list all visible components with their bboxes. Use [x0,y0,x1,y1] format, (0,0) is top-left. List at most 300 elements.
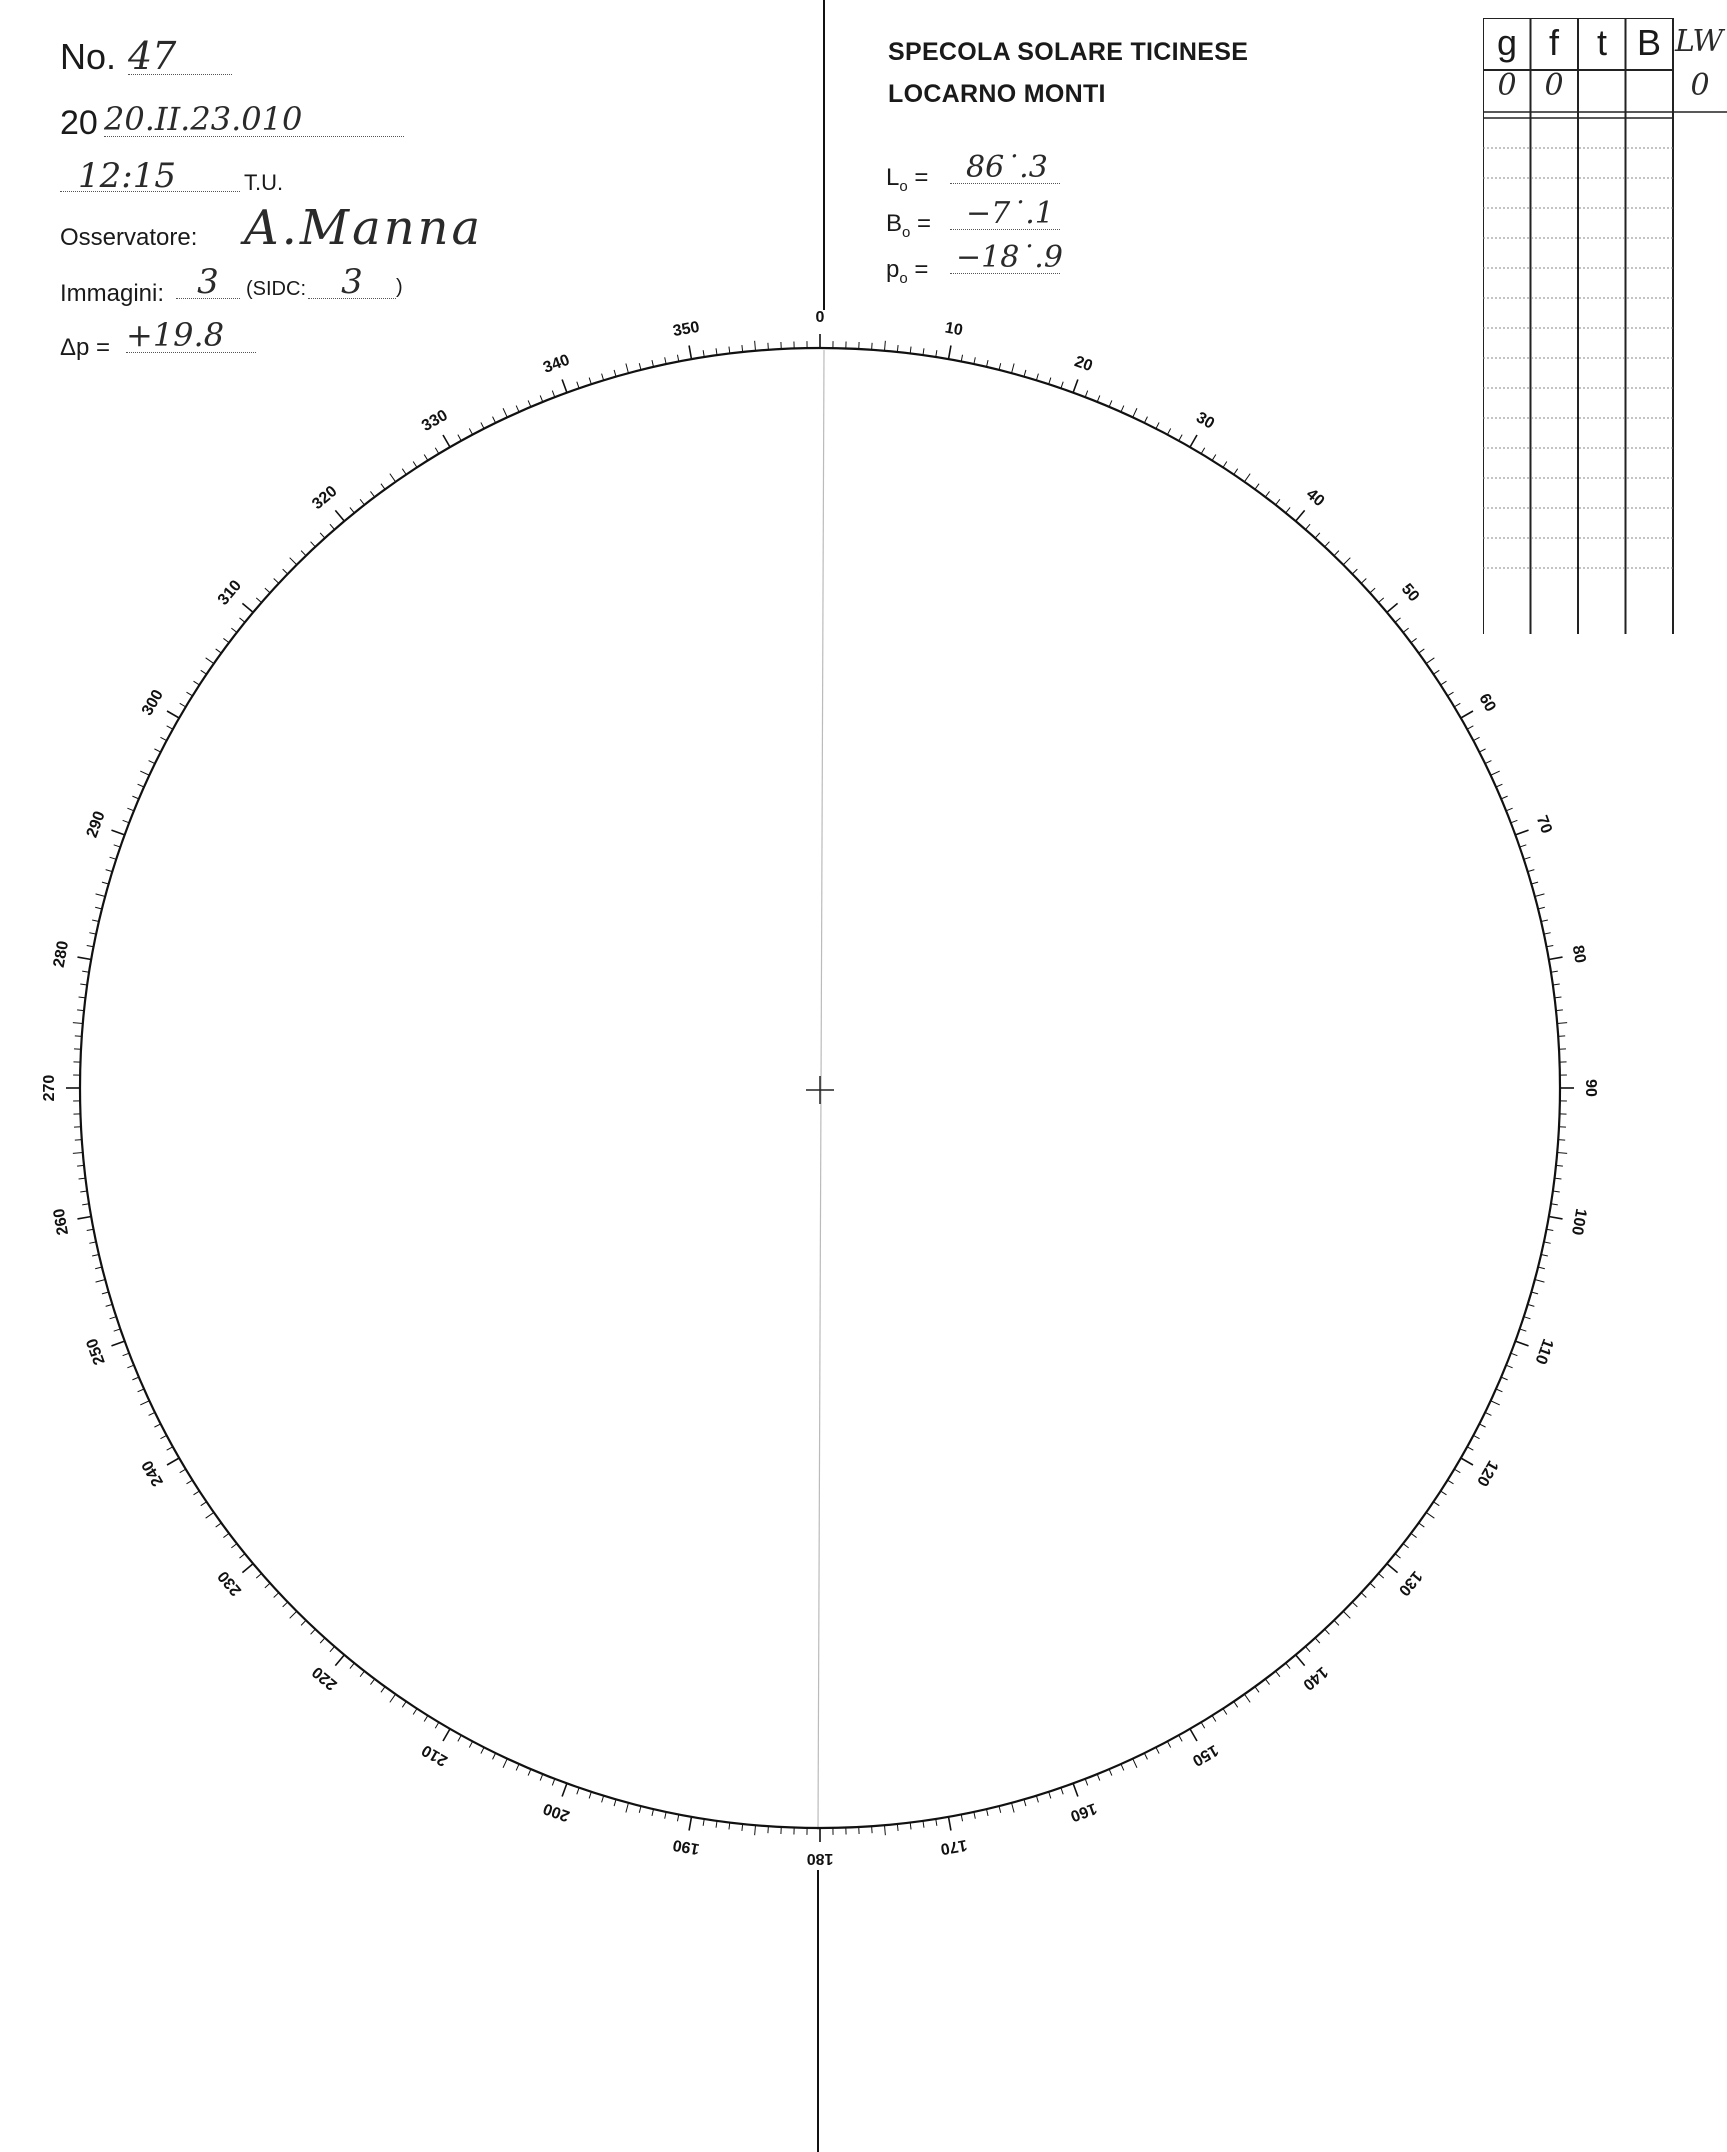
dial-tick [589,378,591,385]
dial-tick [154,1424,160,1427]
dial-tick [1554,1178,1561,1179]
dial-tick [132,796,138,799]
dial-tick [884,1825,885,1835]
dial-tick [1315,1638,1320,1643]
dial-tick [974,1812,975,1819]
dial-tick [626,364,629,374]
dial-tick [77,1216,91,1218]
institution-line-2: LOCARNO MONTI [888,80,1106,108]
dial-tick [1378,598,1383,603]
dial-tick [1515,830,1528,835]
dial-tick [1419,1523,1425,1527]
dial-tick [1403,628,1409,632]
dial-tick [111,830,124,835]
dial-tick [311,542,316,547]
dial-tick [1467,726,1473,729]
dial-tick [335,510,344,521]
B0-letter: B [886,210,903,237]
dial-tick [1551,971,1558,972]
dial-tick [335,1655,344,1666]
dial-tick [1491,1401,1500,1405]
dial-tick [320,533,325,538]
dial-tick [127,1365,133,1368]
dial-tick [552,391,555,398]
dial-label-200: 200 [541,1799,573,1825]
dial-tick [1491,771,1500,775]
dial-label-40: 40 [1302,485,1328,511]
dial-tick [1520,845,1527,847]
dial-label-230: 230 [214,1567,246,1599]
dial-tick [1305,1646,1310,1651]
dial-tick [1097,395,1100,401]
dial-tick [201,670,207,674]
dial-tick [665,1812,666,1819]
dial-label-50: 50 [1397,580,1423,606]
dial-tick [1296,1655,1305,1666]
dial-tick [1538,907,1545,909]
dial-label-270: 270 [41,1074,59,1102]
p0-letter: p [886,256,900,283]
dial-tick [1426,1512,1434,1518]
dial-tick [1433,1502,1439,1506]
dial-tick [458,435,461,441]
dial-tick [1024,1799,1026,1806]
dial-tick [1501,1377,1507,1380]
dial-tick [1012,364,1015,374]
dial-tick [1012,1803,1015,1813]
table-value-g[interactable]: 0 [1497,68,1517,103]
dial-tick [80,1191,87,1192]
dial-tick [1528,870,1535,872]
dial-tick [1387,603,1398,612]
dial-tick [1549,1216,1563,1218]
dial-tick [1549,957,1563,959]
dial-tick [201,1502,207,1506]
dial-tick [503,408,507,417]
dial-tick [160,1435,166,1438]
dial-tick [1167,428,1170,434]
dial-tick [424,455,428,461]
dial-tick [910,1822,911,1829]
dial-label-320: 320 [309,482,341,514]
dial-tick [413,1709,417,1715]
images-label: Immagini: [60,280,165,307]
dial-tick [1553,984,1560,985]
dial-tick [160,737,166,740]
dial-tick [127,808,133,811]
dial-tick [481,422,484,428]
dial-tick [689,345,691,359]
dial-tick [974,357,975,364]
dial-tick [390,1694,396,1702]
dial-tick [961,355,962,362]
dial-tick [1036,374,1038,381]
observer-value[interactable]: A.Manna [244,200,484,256]
dial-label-100: 100 [1567,1207,1590,1237]
dial-tick [1234,1701,1238,1707]
dial-tick [1395,618,1400,622]
dial-tick [716,348,717,355]
dial-tick [1473,1435,1479,1438]
dial-tick [1167,1741,1170,1747]
dial-tick [167,711,179,718]
dial-label-60: 60 [1475,690,1499,715]
time-value[interactable]: 12:15 [60,156,240,192]
dial-tick [132,1377,138,1380]
dial-tick [652,1809,654,1816]
dial-tick [89,1242,96,1243]
dial-tick [1361,1593,1366,1598]
dial-label-70: 70 [1532,813,1555,836]
dial-tick [274,1593,279,1598]
images-value[interactable]: 3 [176,262,240,299]
dial-tick [1296,510,1305,521]
dial-tick [167,726,173,729]
dial-tick [242,1564,253,1573]
dial-tick [528,400,531,406]
dial-tick [577,382,579,389]
dial-tick [614,370,616,377]
dial-tick [1265,491,1269,497]
dial-tick [194,1491,200,1495]
dial-tick [602,374,604,381]
dial-tick [265,1583,270,1588]
dial-tick [910,347,911,354]
dial-tick [290,1611,297,1618]
dial-tick [1485,761,1491,764]
delta-p-value[interactable]: +19.8 [126,316,256,353]
dial-tick [1133,408,1137,417]
dial-tick [1479,1424,1485,1427]
dial-tick [265,588,270,593]
dial-tick [1276,499,1280,505]
dial-tick [1352,569,1357,574]
dial-tick [1286,1663,1290,1668]
dial-tick [138,1389,144,1392]
dial-label-120: 120 [1473,1457,1502,1489]
dial-tick [1325,542,1330,547]
dial-tick [1109,1769,1112,1775]
dial-tick [1156,422,1159,428]
dial-tick [493,1753,496,1759]
dial-tick [87,1229,94,1230]
dial-tick [703,1819,704,1826]
dial-label-220: 220 [309,1662,341,1694]
dial-tick [1538,1267,1545,1269]
dial-tick [1244,1694,1250,1702]
dial-label-90: 90 [1581,1079,1599,1097]
dial-tick [936,1819,937,1826]
dial-tick [311,1629,316,1634]
dial-label-250: 250 [83,1335,109,1367]
dial-tick [1179,1735,1182,1741]
table-header-t: t [1596,22,1607,63]
dial-tick [552,1779,555,1786]
dial-tick [742,1824,743,1831]
dial-tick [516,1764,519,1770]
dial-tick [435,448,439,454]
dial-tick [1286,507,1290,512]
dial-tick [1511,1353,1518,1356]
dial-tick [381,1687,385,1693]
dial-tick [73,1152,83,1153]
dial-tick [283,1602,288,1607]
dial-tick [167,1447,173,1450]
dial-label-280: 280 [50,939,73,969]
dial-tick [1541,920,1548,922]
dial-tick [1049,1792,1051,1799]
dial-tick [1223,1709,1227,1715]
dial-tick [102,1292,109,1294]
dial-tick [89,933,96,934]
dial-tick [1535,894,1545,897]
dial-tick [1501,796,1507,799]
dial-tick [961,1814,962,1821]
dial-tick [381,484,385,490]
dial-tick [923,348,924,355]
dial-tick [301,551,306,556]
dial-tick [1212,455,1216,461]
dial-tick [1255,484,1259,490]
dial-tick [1473,737,1479,740]
dial-tick [123,820,130,823]
dial-tick [360,1671,364,1677]
dial-tick [1411,638,1417,642]
dial-label-20: 20 [1072,353,1095,376]
dial-tick [1544,933,1551,934]
table-header-B: B [1636,22,1661,63]
dial-label-110: 110 [1531,1336,1557,1367]
dial-tick [360,499,364,505]
dial-tick [79,997,86,998]
dial-tick [1190,435,1197,447]
dial-tick [1234,469,1238,475]
dial-tick [577,1788,579,1795]
dial-tick [1556,1165,1563,1166]
dial-tick [123,1353,130,1356]
dial-tick [1179,435,1182,441]
dial-tick [239,618,244,622]
dial-tick [443,1729,450,1741]
dial-tick [370,1679,374,1685]
dial-tick [1541,1254,1548,1256]
L0-sub: o [899,177,908,195]
dial-tick [948,345,950,359]
dial-tick [216,649,222,653]
dial-tick [652,360,654,367]
dial-tick [443,435,450,447]
dial-tick [1315,533,1320,538]
dial-tick [999,1806,1001,1813]
dial-label-180: 180 [806,1849,834,1867]
dial-tick [350,1663,354,1668]
dial-tick [154,749,160,752]
dial-tick [469,428,472,434]
dial-tick [180,1469,186,1473]
dial-tick [923,1821,924,1828]
dial-tick [665,357,666,364]
dial-tick [1244,474,1250,482]
dial-tick [1325,1629,1330,1634]
dial-tick [1049,378,1051,385]
dial-tick [256,598,261,603]
dial-tick [948,1817,950,1831]
dial-tick [614,1799,616,1806]
dial-tick [96,1280,106,1283]
dial-tick [1370,588,1375,593]
dial-tick [206,1512,214,1518]
dial-tick [92,1254,99,1256]
dial-tick [1133,1759,1137,1768]
dial-tick [1426,658,1434,664]
dial-tick [1121,406,1124,412]
dial-label-150: 150 [1189,1741,1221,1770]
dial-tick [1061,1788,1063,1795]
table-value-f[interactable]: 0 [1544,68,1564,103]
dial-tick [1511,820,1518,823]
dial-tick [114,1329,121,1331]
dial-tick [1255,1687,1259,1693]
dial-tick [140,771,149,775]
dial-tick [1334,1620,1339,1625]
dial-tick [1544,1242,1551,1243]
dial-tick [1343,1611,1350,1618]
dial-tick [1557,1152,1567,1153]
number-value[interactable]: 47 [128,34,232,75]
dial-tick [1411,1533,1417,1537]
dial-tick [481,1747,484,1753]
dial-tick [330,1646,335,1651]
dial-tick [242,603,253,612]
dial-tick [187,692,193,696]
dial-tick [1496,784,1502,787]
dial-tick [1551,1204,1558,1205]
dial-tick [1036,1796,1038,1803]
B0-sub: o [902,223,911,241]
dial-tick [689,1817,691,1831]
dial-tick [180,703,186,707]
dial-label-240: 240 [138,1457,167,1489]
dial-tick [755,1825,756,1835]
table-value-lw[interactable]: 0 [1690,68,1710,103]
dial-tick [330,524,335,529]
dial-label-260: 260 [50,1207,73,1237]
dial-label-290: 290 [83,809,109,841]
L0-value[interactable]: 86˙.3 [950,150,1060,184]
dial-tick [1528,1304,1535,1306]
dial-tick [138,784,144,787]
dial-tick [256,1573,261,1578]
dial-tick [239,1554,244,1558]
dial-tick [96,894,106,897]
dial-tick [95,1267,102,1269]
dial-tick [290,558,297,565]
number-label: No. [60,36,117,77]
dial-label-330: 330 [419,406,451,435]
dial-tick [677,1814,678,1821]
dial-tick [1378,1573,1383,1578]
dial-tick [1554,997,1561,998]
dial-tick [102,882,109,884]
dial-tick [562,379,567,392]
dial-tick [1156,1747,1159,1753]
dial-tick [110,857,117,859]
dial-label-160: 160 [1067,1799,1099,1825]
observer-label: Osservatore: [60,224,198,251]
dial-tick [1535,1280,1545,1283]
dial-tick [469,1741,472,1747]
dial-tick [320,1638,325,1643]
dial-tick [716,1821,717,1828]
institution-line-1: SPECOLA SOLARE TICINESE [888,38,1249,66]
dial-tick [187,1480,193,1484]
L0-eq: = [914,164,929,191]
dial-tick [274,579,279,584]
dial-tick [516,406,519,412]
dial-tick [1479,749,1485,752]
dial-tick [1334,551,1339,556]
dial-label-340: 340 [541,351,573,377]
table-header-f: f [1548,22,1559,63]
dial-tick [402,469,406,475]
dial-label-210: 210 [419,1741,451,1770]
dial-tick [1506,808,1512,811]
dial-label-140: 140 [1299,1662,1331,1694]
dial-label-30: 30 [1193,409,1218,433]
dial-tick [1361,579,1366,584]
dial-label-300: 300 [138,687,167,719]
dial-tick [1546,945,1553,946]
dial-label-10: 10 [943,319,964,340]
dial-tick [82,971,89,972]
B0-value[interactable]: −7˙.1 [950,196,1060,230]
dial-tick [1085,391,1088,398]
p0-value[interactable]: −18˙.9 [950,240,1060,274]
dial-tick [1201,448,1205,454]
dial-tick [1073,379,1078,392]
dial-tick [402,1701,406,1707]
dial-tick [1121,1764,1124,1770]
table-header-lw: LW [1675,24,1724,59]
dial-tick [1556,1010,1563,1011]
dial-tick [1109,400,1112,406]
dial-tick [77,1165,84,1166]
dial-label-170: 170 [939,1835,969,1858]
dial-tick [413,462,417,468]
dial-tick [1461,711,1473,718]
dial-tick [1461,1458,1473,1465]
date-prefix: 20 [60,104,98,142]
dial-tick [206,658,214,664]
dial-tick [194,681,200,685]
dial-tick [1201,1722,1205,1728]
date-value[interactable]: 20.II.23.010 [104,100,404,137]
dial-tick [167,1458,179,1465]
dial-tick [528,1769,531,1775]
dial-tick [742,345,743,352]
dial-tick [1144,1753,1147,1759]
dial-tick [1190,1729,1197,1741]
dial-tick [986,1809,988,1816]
dial-tick [1265,1679,1269,1685]
dial-tick [82,1204,89,1205]
dial-tick [540,1774,543,1780]
dial-tick [77,957,91,959]
dial-label-0: 0 [815,309,825,327]
dial-tick [110,1317,117,1319]
dial-label-190: 190 [671,1835,701,1858]
sidc-value[interactable]: 3 [308,262,396,299]
